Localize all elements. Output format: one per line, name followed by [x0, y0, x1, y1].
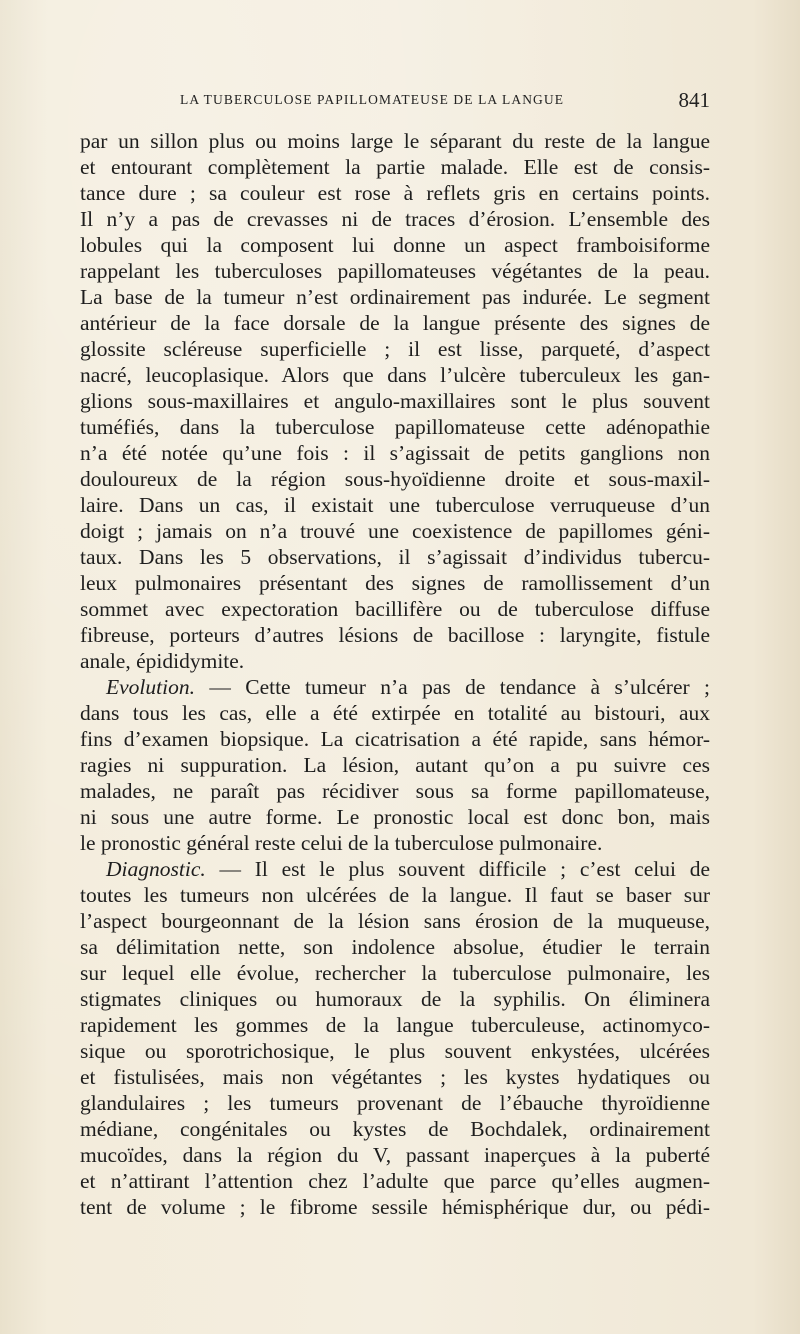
line-text: par un sillon plus ou moins large le séparant du reste de la langue — [80, 129, 710, 153]
text-line — [80, 726, 710, 752]
text-line — [80, 414, 710, 440]
page-number: 841 — [678, 88, 710, 112]
line-text: doigt ; jamais on n’a trouvé une coexistence de papillomes géni- — [80, 519, 710, 543]
text-line — [80, 180, 710, 206]
text-line — [80, 206, 710, 232]
line-text: glions sous-maxillaires et angulo-maxillaires sont le plus souvent — [80, 389, 710, 413]
text-line — [80, 232, 710, 258]
line-text: et fistulisées, mais non végétantes ; les kystes hydatiques ou — [80, 1065, 710, 1089]
line-text: — Il est le plus souvent difficile ; c’est celui de — [205, 857, 710, 881]
line-text: tance dure ; sa couleur est rose à reflets gris en certains points. — [80, 181, 710, 205]
line-text: nacré, leucoplasique. Alors que dans l’ulcère tuberculeux les gan- — [80, 363, 710, 387]
line-text: stigmates cliniques ou humoraux de la syphilis. On éliminera — [80, 987, 710, 1011]
text-line — [80, 700, 710, 726]
text-line — [80, 544, 710, 570]
text-line — [80, 908, 710, 934]
text-line — [80, 960, 710, 986]
section-heading: Diagnostic. — [106, 857, 206, 881]
text-line — [80, 934, 710, 960]
line-text: lobules qui la composent lui donne un aspect framboisiforme — [80, 233, 710, 257]
line-text: fibreuse, porteurs d’autres lésions de bacillose : laryngite, fistule — [80, 623, 710, 647]
text-line — [80, 362, 710, 388]
text-line — [80, 674, 710, 700]
text-line — [80, 388, 710, 414]
text-line — [80, 284, 710, 310]
text-line — [80, 1090, 710, 1116]
text-line — [80, 128, 710, 154]
line-text: l’aspect bourgeonnant de la lésion sans érosion de la muqueuse, — [80, 909, 710, 933]
line-text: dans tous les cas, elle a été extirpée en totalité au bistouri, aux — [80, 701, 710, 725]
text-line — [80, 1168, 710, 1194]
line-text: et entourant complètement la partie malade. Elle est de consis- — [80, 155, 710, 179]
line-text: anale, épididymite. — [80, 649, 245, 673]
text-line — [80, 492, 710, 518]
line-text: malades, ne paraît pas récidiver sous sa forme papillomateuse, — [80, 779, 710, 803]
line-text: rapidement les gommes de la langue tuberculeuse, actinomyco- — [80, 1013, 710, 1037]
line-text: — Cette tumeur n’a pas de tendance à s’ulcérer ; — [194, 675, 710, 699]
text-line — [80, 1038, 710, 1064]
text-line — [80, 154, 710, 180]
line-text: fins d’examen biopsique. La cicatrisation a été rapide, sans hémor- — [80, 727, 710, 751]
text-line — [80, 986, 710, 1012]
running-head — [80, 88, 710, 114]
body-text — [80, 128, 710, 1220]
line-text: La base de la tumeur n’est ordinairement pas indurée. Le segment — [80, 285, 710, 309]
line-text: glossite scléreuse superficielle ; il est lisse, parqueté, d’aspect — [80, 337, 710, 361]
text-line — [80, 596, 710, 622]
text-line — [80, 804, 710, 830]
line-text: glandulaires ; les tumeurs provenant de l’ébauche thyroïdienne — [80, 1091, 710, 1115]
text-line — [80, 570, 710, 596]
text-line — [80, 752, 710, 778]
text-line — [80, 1116, 710, 1142]
line-text: antérieur de la face dorsale de la langue présente des signes de — [80, 311, 710, 335]
line-text: le pronostic général reste celui de la tuberculose pulmonaire. — [80, 831, 603, 855]
running-title: LA TUBERCULOSE PAPILLOMATEUSE DE LA LANGUE — [180, 92, 565, 107]
line-text: Il n’y a pas de crevasses ni de traces d’érosion. L’ensemble des — [80, 207, 710, 231]
text-line — [80, 882, 710, 908]
line-text: sommet avec expectoration bacillifère ou de tuberculose diffuse — [80, 597, 710, 621]
text-line — [80, 518, 710, 544]
line-text: médiane, congénitales ou kystes de Bochdalek, ordinairement — [80, 1117, 710, 1141]
text-line — [80, 1142, 710, 1168]
line-text: ni sous une autre forme. Le pronostic local est donc bon, mais — [80, 805, 710, 829]
line-text: taux. Dans les 5 observations, il s’agissait d’individus tubercu- — [80, 545, 710, 569]
line-text: rappelant les tuberculoses papillomateuses végétantes de la peau. — [80, 259, 710, 283]
line-text: toutes les tumeurs non ulcérées de la langue. Il faut se baser sur — [80, 883, 710, 907]
text-line — [80, 622, 710, 648]
line-text: sa délimitation nette, son indolence absolue, étudier le terrain — [80, 935, 710, 959]
line-text: ragies ni suppuration. La lésion, autant qu’on a pu suivre ces — [80, 753, 710, 777]
text-line — [80, 1194, 710, 1220]
line-text: douloureux de la région sous-hyoïdienne droite et sous-maxil- — [80, 467, 710, 491]
text-line — [80, 310, 710, 336]
line-text: mucoïdes, dans la région du V, passant inaperçues à la puberté — [80, 1143, 710, 1167]
line-text: sique ou sporotrichosique, le plus souvent enkystées, ulcérées — [80, 1039, 710, 1063]
text-line — [80, 258, 710, 284]
line-text: et n’attirant l’attention chez l’adulte que parce qu’elles augmen- — [80, 1169, 710, 1193]
text-line — [80, 856, 710, 882]
line-text: tent de volume ; le fibrome sessile hémisphérique dur, ou pédi- — [80, 1195, 710, 1219]
text-line — [80, 830, 710, 856]
line-text: tuméfiés, dans la tuberculose papillomateuse cette adénopathie — [80, 415, 710, 439]
text-line — [80, 336, 710, 362]
text-line — [80, 1064, 710, 1090]
line-text: leux pulmonaires présentant des signes de ramollissement d’un — [80, 571, 710, 595]
text-line — [80, 1012, 710, 1038]
text-line — [80, 440, 710, 466]
text-line — [80, 648, 710, 674]
text-line — [80, 778, 710, 804]
line-text: n’a été notée qu’une fois : il s’agissait de petits ganglions non — [80, 441, 710, 465]
line-text: laire. Dans un cas, il existait une tuberculose verruqueuse d’un — [80, 493, 710, 517]
line-text: sur lequel elle évolue, rechercher la tuberculose pulmonaire, les — [80, 961, 710, 985]
section-heading: Evolution. — [106, 675, 195, 699]
text-line — [80, 466, 710, 492]
